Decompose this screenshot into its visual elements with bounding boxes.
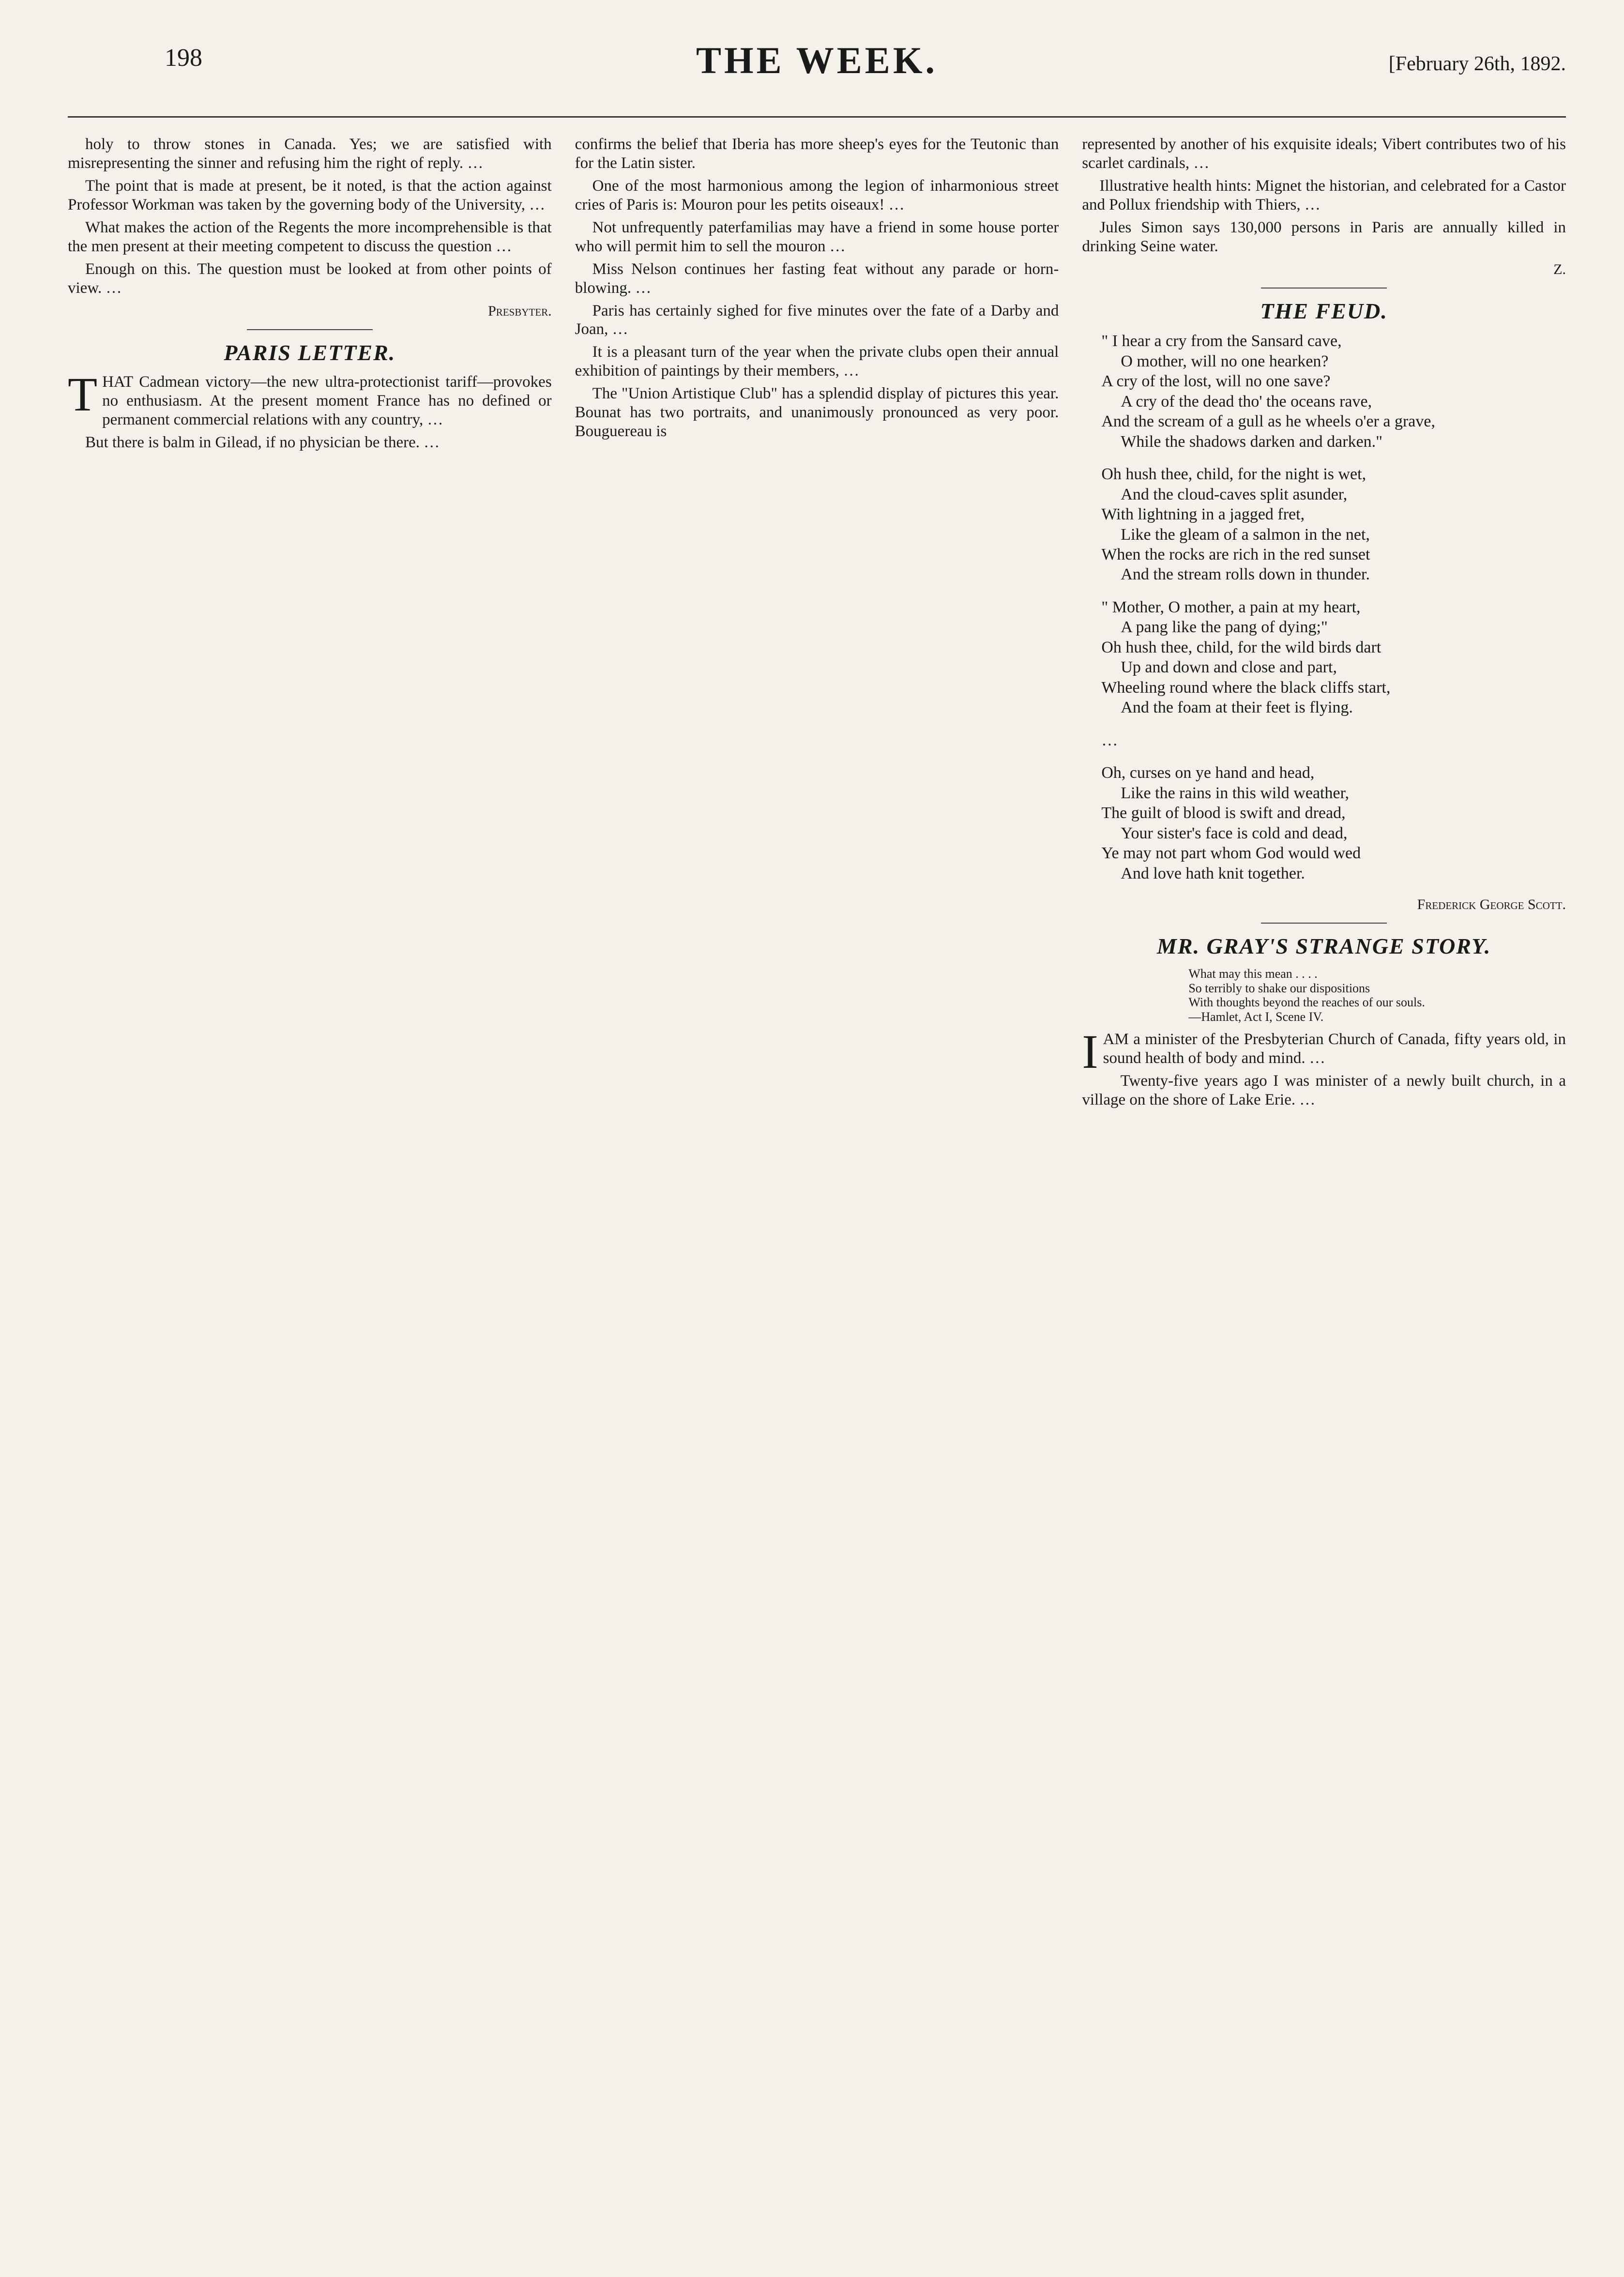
article-paragraph: confirms the belief that Iberia has more sheep's eyes for the Teutonic than for the Latin sister.	[575, 136, 1059, 172]
issue-date: [February 26th, 1892.	[1388, 53, 1566, 75]
article-paragraph: Jules Simon says 130,000 persons in Paris are annually killed in drinking Seine water.	[1082, 218, 1566, 255]
poem-line: The guilt of blood is swift and dread,	[1101, 804, 1346, 822]
article-paragraph: What makes the action of the Regents the more incomprehensible is that the men present at their meeting competent to discuss the question …	[68, 218, 552, 255]
drop-cap: I	[1082, 1025, 1098, 1079]
article-paragraph: Paris has certainly sighed for five minutes over the fate of a Darby and Joan, …	[575, 302, 1059, 338]
poem-line: Up and down and close and part,	[1121, 658, 1337, 677]
article-paragraph: holy to throw stones in Canada. Yes; we are satisfied with misrepresenting the sinner and refusing him the right of reply. …	[68, 136, 552, 172]
feud-poem	[1101, 331, 1566, 883]
masthead	[68, 34, 1566, 118]
poem-stanza	[1101, 597, 1566, 718]
poem-line: O mother, will no one hearken?	[1121, 352, 1329, 370]
poem-line: Like the gleam of a salmon in the net,	[1121, 525, 1370, 544]
poem-line: Wheeling round where the black cliffs start,	[1101, 678, 1391, 697]
poem-line: And love hath knit together.	[1121, 864, 1305, 882]
poem-line: Oh, curses on ye hand and head,	[1101, 764, 1315, 782]
poem-line: A cry of the lost, will no one save?	[1101, 372, 1331, 391]
article-paragraph: But there is balm in Gilead, if no physician be there. …	[85, 433, 440, 451]
article-paragraph: Twenty-five years ago I was minister of a newly built church, in a village on the shore of Lake Erie. …	[1082, 1072, 1566, 1109]
poem-line: " Mother, O mother, a pain at my heart,	[1101, 598, 1361, 616]
paris-letter-title: PARIS LETTER.	[224, 340, 396, 365]
poem-line: A cry of the dead tho' the oceans rave,	[1121, 392, 1372, 410]
drop-cap: T	[68, 367, 98, 422]
poem-line: A pang like the pang of dying;"	[1121, 618, 1328, 637]
article-paragraph: One of the most harmonious among the legion of inharmonious street cries of Paris is: Mouron pour les petits oiseaux! …	[575, 177, 1059, 213]
poem-line: And the foam at their feet is flying.	[1121, 698, 1353, 717]
column-3	[1082, 135, 1566, 2216]
poem-line: When the rocks are rich in the red sunset	[1101, 545, 1370, 563]
signature-scott: Frederick George Scott.	[1417, 896, 1566, 912]
publication-title: THE WEEK.	[696, 39, 938, 81]
poem-line: And the cloud-caves split asunder,	[1121, 485, 1348, 503]
article-paragraph: Miss Nelson continues her fasting feat without any parade or horn-blowing. …	[575, 260, 1059, 297]
article-paragraph: THAT Cadmean victory—the new ultra-protectionist tariff—provokes no enthusiasm. At the present moment France has no defined or permanent commercial relations with any country, …	[68, 367, 552, 429]
section-divider	[1261, 923, 1387, 924]
epigraph-line: —Hamlet, Act I, Scene IV.	[1188, 1010, 1324, 1024]
columns	[68, 135, 1566, 2216]
article-paragraph: Not unfrequently paterfamilias may have a friend in some house porter who will permit him to sell the mouron …	[575, 218, 1059, 255]
gray-story-title: MR. GRAY'S STRANGE STORY.	[1156, 934, 1491, 959]
poem-line: With lightning in a jagged fret,	[1101, 505, 1305, 524]
article-paragraph: The point that is made at present, be it noted, is that the action against Professor Workman was taken by the governing body of the University, …	[68, 177, 552, 213]
article-paragraph: The "Union Artistique Club" has a splendid display of pictures this year. Bounat has two portraits, and unanimously pronounced as very poor. Bouguereau is	[575, 385, 1059, 440]
poem-line: Oh hush thee, child, for the night is wet,	[1101, 465, 1366, 484]
poem-line: Your sister's face is cold and dead,	[1121, 824, 1348, 842]
poem-line: And the scream of a gull as he wheels o'er a grave,	[1101, 412, 1435, 431]
epigraph-line: What may this mean . . . .	[1188, 966, 1318, 981]
poem-stanza	[1101, 763, 1566, 883]
poem-line: While the shadows darken and darken."	[1121, 432, 1383, 451]
feud-title: THE FEUD.	[1260, 299, 1388, 324]
column-2	[575, 135, 1059, 2216]
section-divider	[247, 329, 373, 330]
article-paragraph: IAM a minister of the Presbyterian Church of Canada, fifty years old, in sound health of body and mind. …	[1082, 1025, 1566, 1079]
article-paragraph: Enough on this. The question must be looked at from other points of view. …	[68, 260, 552, 297]
poem-line: And the stream rolls down in thunder.	[1121, 565, 1370, 584]
poem-line: Oh hush thee, child, for the wild birds dart	[1101, 638, 1381, 656]
poem-stanza	[1101, 730, 1566, 750]
signature-presbyter: Presbyter.	[488, 303, 552, 319]
epigraph-line: With thoughts beyond the reaches of our souls.	[1188, 995, 1425, 1010]
signature-z: Z.	[1553, 261, 1566, 277]
poem-line: Ye may not part whom God would wed	[1101, 844, 1361, 863]
poem-stanza	[1101, 331, 1566, 452]
page-number: 198	[165, 44, 202, 72]
poem-stanza	[1101, 464, 1566, 585]
poem-line: …	[1101, 731, 1118, 749]
article-paragraph: represented by another of his exquisite ideals; Vibert contributes two of his scarlet cardinals, …	[1082, 136, 1566, 172]
epigraph-line: So terribly to shake our dispositions	[1188, 981, 1370, 995]
column-1	[68, 135, 552, 2216]
article-paragraph: Illustrative health hints: Mignet the historian, and celebrated for a Castor and Pollux friendship with Thiers, …	[1082, 177, 1566, 213]
poem-line: " I hear a cry from the Sansard cave,	[1101, 332, 1342, 350]
epigraph	[1188, 967, 1566, 1025]
article-paragraph: It is a pleasant turn of the year when the private clubs open their annual exhibition of paintings by their members, …	[575, 343, 1059, 380]
poem-line: Like the rains in this wild weather,	[1121, 784, 1350, 802]
